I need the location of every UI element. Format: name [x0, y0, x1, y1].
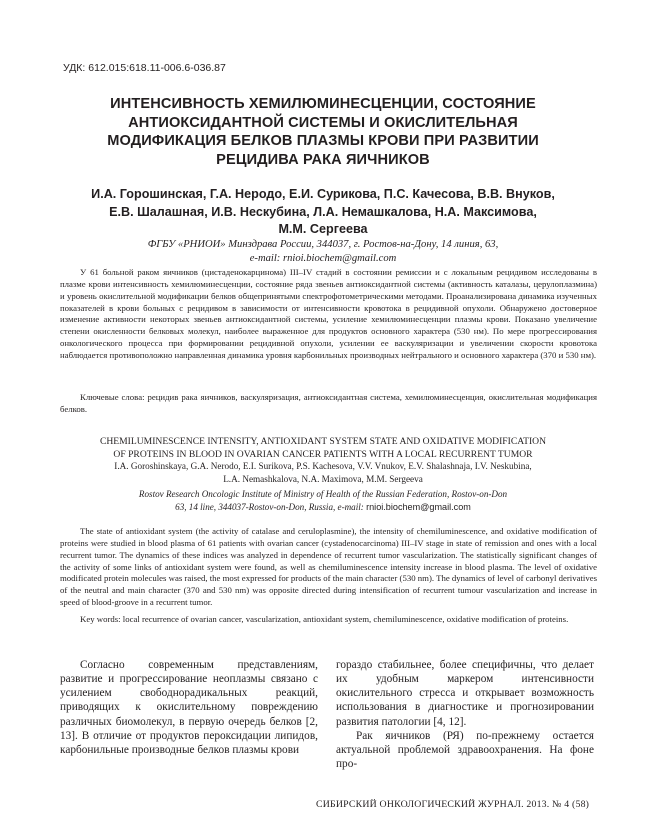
body-paragraph: Согласно современным представлениям, развитие и прогрессирование неоплазмы связано с усилением свободнорадикальных реакций, приводящих к окислительному повреждению различных биомолекул, в первую очередь белков [2, 13]. В отличие от продуктов пероксидации липидов, карбонильные производные белков плазмы крови	[60, 659, 318, 756]
title-line: МОДИФИКАЦИЯ БЕЛКОВ ПЛАЗМЫ КРОВИ ПРИ РАЗВИТИИ	[107, 133, 539, 149]
english-title-line: CHEMILUMINESCENCE INTENSITY, ANTIOXIDANT SYSTEM STATE AND OXIDATIVE MODIFICATION	[99, 436, 547, 447]
abstract-english: The state of antioxidant system (the activity of catalase and ceruloplasmine), the intensity of chemiluminescence, and oxidative modification of proteins were studied in blood plasma of 61 patients with ovarian cancer (cystadenocarcinoma) III–IV stage in state of remission and ones with a local recurrent tumor. The dynamics of these indices was analyzed in dependence of recurrent tumor vascularization. The statistically significant changes of the activity of some links of antioxidant system were found, as well as chemiluminescence intensity increase in blood plasma. The level of oxidative modificated protein molecules was raised, the most expressed for products of the main character (530 nm). The dynamics of level of carbonyl derivatives of the neutral and main character (370 and 530 nm) was opposite directed during intensification of recurrent tumour vascularization and increase in speed of blood-groove in a recurrent tumor.	[60, 526, 597, 608]
title-line: ИНТЕНСИВНОСТЬ ХЕМИЛЮМИНЕСЦЕНЦИИ, СОСТОЯНИЕ	[110, 96, 536, 112]
title-line: РЕЦИДИВА РАКА ЯИЧНИКОВ	[216, 151, 430, 168]
keywords-english: Key words: local recurrence of ovarian cancer, vascularization, antioxidant system, chemiluminescence, oxidative modification of proteins.	[80, 614, 569, 624]
english-affiliation-line	[60, 501, 586, 514]
english-authors	[60, 460, 586, 485]
english-title	[60, 436, 586, 461]
body-paragraph: гораздо стабильнее, более специфичны, что делает их удобным маркером интенсивности окислительного стресса и открывает возможность использования в диагностике и прогнозировании развития патологии [4, 12].	[336, 659, 594, 728]
udc-code: УДК: 612.015:618.11-006.6-036.87	[63, 62, 226, 74]
english-affiliation-line: Rostov Research Oncologic Institute of Ministry of Health of the Russian Federation, Rostov-on-Don	[138, 489, 508, 499]
abstract-russian: У 61 больной раком яичников (цистаденокарцинома) III–IV стадий в состоянии ремиссии и с локальным рецидивом исследованы в плазме крови интенсивность хемилюминесценции, состояние ряда звеньев антиоксидантной системы (активность каталазы, церулоплазмина) и уровень окислительной модификации белков общепринятыми спектрофотометрическими методами. Проанализирована динамика изученных показателей в крови больных с рецидивом в зависимости от интенсивности кровотока в рецидивной опухоли. Обнаружено достоверное изменение активности некоторых звеньев антиоксидантной системы, усиление хемилюминесценции плазмы крови. Показано увеличение степени окисленности белковых молекул, наиболее выраженное для продуктов основного характера (530 нм). По мере прогрессирования онкологического процесса при формировании рецидивной опухоли, усилении ее васкуляризации и увеличении скорости кровотока наблюдается противоположно направленная динамика уровня карбонильных производных нейтрального и основного характера (370 и 530 нм).	[60, 267, 597, 360]
author-line: М.М. Сергеева	[278, 222, 368, 236]
affiliation-line: ФГБУ «РНИОИ» Минздрава России, 344037, г. Ростов-на-Дону, 14 линия, 63,	[147, 239, 499, 250]
english-affiliation-email: rnioi.biochem@gmail.com	[366, 501, 471, 512]
authors	[60, 186, 586, 239]
author-line: И.А. Горошинская, Г.А. Неродо, Е.И. Сурикова, П.С. Качесова, В.В. Внуков,	[91, 187, 555, 201]
english-affiliation-address: 63, 14 line, 344037-Rostov-on-Don, Russia, e-mail:	[175, 501, 367, 512]
title-line: АНТИОКСИДАНТНОЙ СИСТЕМЫ И ОКИСЛИТЕЛЬНАЯ	[128, 114, 518, 131]
body-column-left	[60, 658, 318, 757]
article-title	[60, 95, 586, 169]
affiliation-email: e-mail: rnioi.biochem@gmail.com	[249, 252, 397, 264]
english-author-line: I.A. Goroshinskaya, G.A. Nerodo, E.I. Surikova, P.S. Kachesova, V.V. Vnukov, E.V. Shalashnaja, I.V. Neskubina,	[114, 461, 532, 471]
affiliation	[60, 238, 586, 265]
english-affiliation	[60, 488, 586, 513]
keywords-russian: Ключевые слова: рецидив рака яичников, васкуляризация, антиоксидантная система, хемилюминесценция, окислительная модификация белков.	[60, 392, 597, 414]
english-title-line: OF PROTEINS IN BLOOD IN OVARIAN CANCER PATIENTS WITH A LOCAL RECURRENT TUMOR	[113, 448, 533, 460]
journal-footer: СИБИРСКИЙ ОНКОЛОГИЧЕСКИЙ ЖУРНАЛ. 2013. № 4 (58)	[316, 799, 590, 810]
body-column-right	[336, 658, 594, 771]
author-line: Е.В. Шалашная, И.В. Нескубина, Л.А. Немашкалова, Н.А. Максимова,	[109, 204, 537, 219]
english-author-line: L.A. Nemashkalova, N.A. Maximova, M.M. Sergeeva	[223, 473, 423, 484]
body-paragraph: Рак яичников (РЯ) по-прежнему остается актуальной проблемой здравоохранения. На фоне про-	[336, 729, 594, 771]
